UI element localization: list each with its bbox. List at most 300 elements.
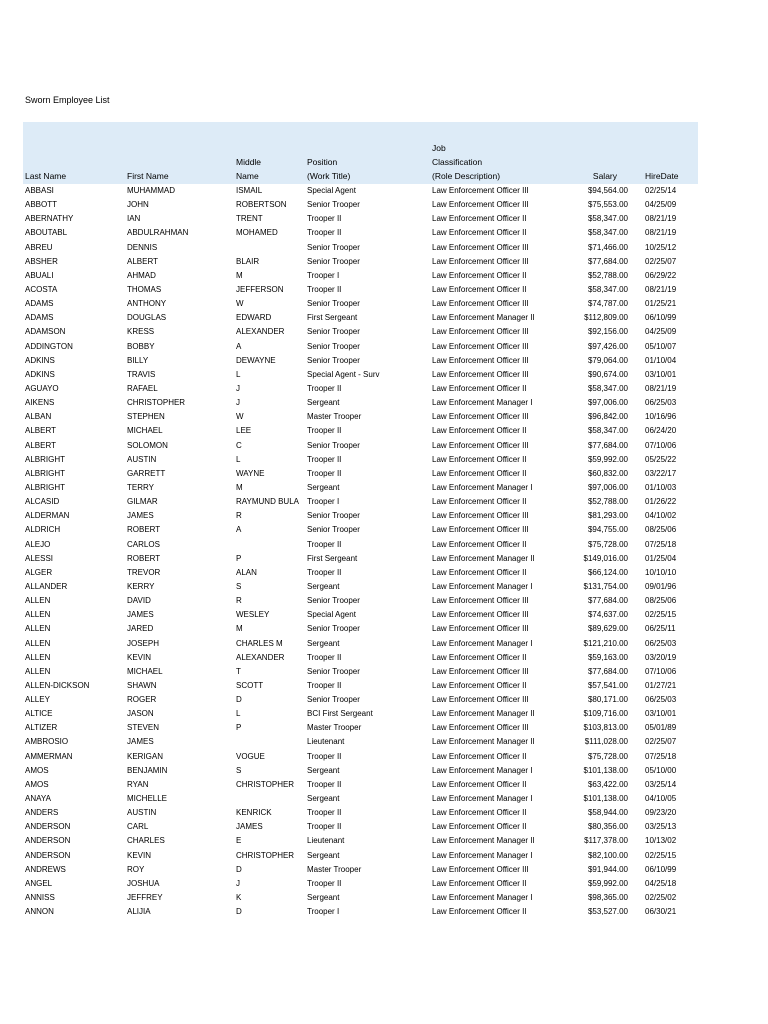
- header-first-name: First Name: [127, 171, 169, 181]
- table-body: [23, 184, 698, 919]
- cell-middle-name: CHRISTOPHER: [236, 779, 295, 789]
- table-row: [23, 651, 698, 665]
- cell-middle-name: K: [236, 893, 242, 903]
- cell-hire-date: 10/25/12: [645, 242, 677, 252]
- cell-middle-name: W: [236, 412, 244, 422]
- cell-salary: $109,716.00: [583, 709, 628, 719]
- table-row: [23, 622, 698, 636]
- table-row: [23, 424, 698, 438]
- cell-job-classification: Law Enforcement Officer III: [432, 327, 529, 337]
- cell-position: Senior Trooper: [307, 355, 360, 365]
- cell-position: Sergeant: [307, 581, 340, 591]
- cell-position: Master Trooper: [307, 864, 362, 874]
- cell-first-name: KERRY: [127, 581, 155, 591]
- table-row: [23, 523, 698, 537]
- cell-salary: $121,210.00: [583, 638, 628, 648]
- employee-table: [23, 122, 698, 919]
- cell-first-name: CARLOS: [127, 539, 160, 549]
- table-row: [23, 368, 698, 382]
- cell-salary: $59,163.00: [587, 652, 628, 662]
- cell-job-classification: Law Enforcement Manager I: [432, 765, 533, 775]
- cell-last-name: AMOS: [25, 779, 49, 789]
- cell-position: Trooper II: [307, 808, 342, 818]
- cell-hire-date: 08/21/19: [645, 214, 677, 224]
- cell-first-name: BOBBY: [127, 341, 155, 351]
- cell-position: Senior Trooper: [307, 525, 360, 535]
- cell-salary: $96,842.00: [587, 412, 628, 422]
- cell-middle-name: M: [236, 624, 243, 634]
- cell-position: Senior Trooper: [307, 624, 360, 634]
- cell-position: Trooper II: [307, 751, 342, 761]
- cell-first-name: JOSHUA: [127, 878, 160, 888]
- cell-last-name: ABOUTABL: [25, 228, 68, 238]
- table-row: [23, 820, 698, 834]
- cell-position: Trooper II: [307, 383, 342, 393]
- cell-hire-date: 04/25/09: [645, 200, 677, 210]
- cell-position: Master Trooper: [307, 412, 362, 422]
- cell-middle-name: J: [236, 398, 240, 408]
- cell-hire-date: 02/25/15: [645, 610, 677, 620]
- cell-salary: $77,684.00: [587, 666, 628, 676]
- cell-hire-date: 03/25/14: [645, 779, 677, 789]
- cell-middle-name: KENRICK: [236, 808, 272, 818]
- cell-job-classification: Law Enforcement Manager I: [432, 581, 533, 591]
- cell-middle-name: E: [236, 836, 242, 846]
- cell-middle-name: SCOTT: [236, 680, 264, 690]
- cell-position: Sergeant: [307, 893, 340, 903]
- table-row: [23, 877, 698, 891]
- table-row: [23, 467, 698, 481]
- cell-hire-date: 05/10/00: [645, 765, 677, 775]
- cell-job-classification: Law Enforcement Officer II: [432, 270, 527, 280]
- cell-middle-name: ALEXANDER: [236, 652, 285, 662]
- table-row: [23, 241, 698, 255]
- cell-position: Trooper II: [307, 284, 342, 294]
- cell-hire-date: 03/25/13: [645, 822, 677, 832]
- cell-salary: $97,006.00: [587, 482, 628, 492]
- cell-middle-name: MOHAMED: [236, 228, 278, 238]
- table-row: [23, 552, 698, 566]
- cell-last-name: AMBROSIO: [25, 737, 69, 747]
- cell-hire-date: 02/25/07: [645, 256, 677, 266]
- cell-hire-date: 03/20/19: [645, 652, 677, 662]
- cell-hire-date: 02/25/07: [645, 737, 677, 747]
- cell-last-name: ALEJO: [25, 539, 51, 549]
- table-row: [23, 849, 698, 863]
- cell-job-classification: Law Enforcement Officer II: [432, 539, 527, 549]
- cell-hire-date: 06/10/99: [645, 313, 677, 323]
- cell-job-classification: Law Enforcement Officer III: [432, 624, 529, 634]
- cell-middle-name: D: [236, 864, 242, 874]
- cell-first-name: JARED: [127, 624, 154, 634]
- cell-middle-name: ALEXANDER: [236, 327, 285, 337]
- cell-hire-date: 08/21/19: [645, 383, 677, 393]
- cell-salary: $80,171.00: [587, 695, 628, 705]
- cell-first-name: ANTHONY: [127, 299, 167, 309]
- table-row: [23, 764, 698, 778]
- cell-middle-name: L: [236, 709, 241, 719]
- table-row: [23, 679, 698, 693]
- cell-last-name: ALBRIGHT: [25, 468, 66, 478]
- cell-job-classification: Law Enforcement Officer III: [432, 369, 529, 379]
- cell-hire-date: 08/21/19: [645, 228, 677, 238]
- cell-hire-date: 01/10/04: [645, 355, 677, 365]
- cell-middle-name: WESLEY: [236, 610, 270, 620]
- cell-hire-date: 08/25/06: [645, 525, 677, 535]
- cell-salary: $74,637.00: [587, 610, 628, 620]
- cell-position: BCI First Sergeant: [307, 709, 373, 719]
- cell-position: Senior Trooper: [307, 596, 360, 606]
- cell-middle-name: M: [236, 482, 243, 492]
- table-row: [23, 354, 698, 368]
- cell-hire-date: 07/10/06: [645, 666, 677, 676]
- header-last-name: Last Name: [25, 171, 67, 181]
- cell-first-name: RYAN: [127, 779, 149, 789]
- cell-position: Trooper II: [307, 214, 342, 224]
- cell-hire-date: 09/23/20: [645, 808, 677, 818]
- cell-salary: $91,944.00: [587, 864, 628, 874]
- cell-position: Trooper II: [307, 878, 342, 888]
- cell-first-name: TERRY: [127, 482, 154, 492]
- cell-first-name: KERIGAN: [127, 751, 164, 761]
- cell-position: Special Agent - Surv: [307, 369, 380, 379]
- cell-last-name: ALTICE: [25, 709, 53, 719]
- cell-job-classification: Law Enforcement Officer III: [432, 666, 529, 676]
- cell-position: Master Trooper: [307, 723, 362, 733]
- cell-position: Trooper II: [307, 468, 342, 478]
- table-row: [23, 453, 698, 467]
- cell-last-name: ALBRIGHT: [25, 454, 66, 464]
- cell-hire-date: 10/10/10: [645, 567, 677, 577]
- table-row: [23, 509, 698, 523]
- cell-job-classification: Law Enforcement Manager II: [432, 709, 535, 719]
- table-row: [23, 891, 698, 905]
- cell-job-classification: Law Enforcement Officer III: [432, 355, 529, 365]
- cell-job-classification: Law Enforcement Manager II: [432, 737, 535, 747]
- cell-middle-name: W: [236, 299, 244, 309]
- cell-last-name: ANGEL: [25, 878, 53, 888]
- cell-middle-name: BLAIR: [236, 256, 260, 266]
- cell-middle-name: ROBERTSON: [236, 200, 287, 210]
- cell-position: Trooper II: [307, 779, 342, 789]
- cell-first-name: DENNIS: [127, 242, 158, 252]
- cell-first-name: GILMAR: [127, 497, 158, 507]
- cell-position: Senior Trooper: [307, 327, 360, 337]
- cell-salary: $75,728.00: [587, 751, 628, 761]
- cell-position: Senior Trooper: [307, 341, 360, 351]
- cell-last-name: AIKENS: [25, 398, 55, 408]
- cell-last-name: ALLEY: [25, 695, 50, 705]
- cell-middle-name: D: [236, 907, 242, 917]
- cell-middle-name: J: [236, 383, 240, 393]
- cell-job-classification: Law Enforcement Officer III: [432, 242, 529, 252]
- table-row: [23, 255, 698, 269]
- cell-job-classification: Law Enforcement Officer II: [432, 383, 527, 393]
- cell-hire-date: 10/13/02: [645, 836, 677, 846]
- cell-first-name: CHRISTOPHER: [127, 398, 186, 408]
- cell-hire-date: 07/25/18: [645, 539, 677, 549]
- cell-middle-name: T: [236, 666, 241, 676]
- cell-hire-date: 03/10/01: [645, 369, 677, 379]
- table-row: [23, 566, 698, 580]
- cell-salary: $53,527.00: [587, 907, 628, 917]
- cell-middle-name: EDWARD: [236, 313, 272, 323]
- cell-last-name: ALLANDER: [25, 581, 68, 591]
- cell-job-classification: Law Enforcement Officer III: [432, 525, 529, 535]
- cell-job-classification: Law Enforcement Officer III: [432, 723, 529, 733]
- cell-middle-name: C: [236, 440, 242, 450]
- cell-position: Senior Trooper: [307, 440, 360, 450]
- cell-first-name: AUSTIN: [127, 808, 157, 818]
- cell-position: Trooper II: [307, 567, 342, 577]
- cell-salary: $103,813.00: [583, 723, 628, 733]
- cell-position: Trooper II: [307, 539, 342, 549]
- cell-middle-name: S: [236, 581, 242, 591]
- cell-first-name: MICHAEL: [127, 666, 163, 676]
- cell-middle-name: LEE: [236, 426, 252, 436]
- cell-last-name: ALDERMAN: [25, 511, 70, 521]
- cell-first-name: DOUGLAS: [127, 313, 167, 323]
- cell-salary: $82,100.00: [587, 850, 628, 860]
- table-row: [23, 806, 698, 820]
- cell-hire-date: 06/29/22: [645, 270, 677, 280]
- cell-hire-date: 08/25/06: [645, 596, 677, 606]
- cell-job-classification: Law Enforcement Officer III: [432, 864, 529, 874]
- cell-job-classification: Law Enforcement Officer II: [432, 680, 527, 690]
- table-row: [23, 834, 698, 848]
- cell-first-name: ALIJIA: [127, 907, 151, 917]
- cell-salary: $52,788.00: [587, 270, 628, 280]
- cell-job-classification: Law Enforcement Officer II: [432, 426, 527, 436]
- table-row: [23, 269, 698, 283]
- cell-job-classification: Law Enforcement Officer III: [432, 256, 529, 266]
- cell-last-name: ANNON: [25, 907, 54, 917]
- table-row: [23, 665, 698, 679]
- header-middle-name: Middle Name: [236, 157, 262, 181]
- cell-job-classification: Law Enforcement Officer II: [432, 808, 527, 818]
- cell-first-name: JAMES: [127, 610, 154, 620]
- cell-middle-name: L: [236, 454, 241, 464]
- cell-hire-date: 05/01/89: [645, 723, 677, 733]
- cell-salary: $52,788.00: [587, 497, 628, 507]
- cell-hire-date: 03/22/17: [645, 468, 677, 478]
- cell-middle-name: J: [236, 878, 240, 888]
- cell-position: Senior Trooper: [307, 299, 360, 309]
- cell-hire-date: 08/21/19: [645, 284, 677, 294]
- cell-last-name: ALTIZER: [25, 723, 58, 733]
- cell-hire-date: 02/25/02: [645, 893, 677, 903]
- cell-middle-name: P: [236, 553, 242, 563]
- cell-middle-name: JEFFERSON: [236, 284, 284, 294]
- cell-middle-name: A: [236, 525, 242, 535]
- table-row: [23, 538, 698, 552]
- cell-hire-date: 01/10/03: [645, 482, 677, 492]
- cell-position: Senior Trooper: [307, 256, 360, 266]
- cell-last-name: ABERNATHY: [25, 214, 74, 224]
- table-row: [23, 495, 698, 509]
- cell-hire-date: 06/25/03: [645, 638, 677, 648]
- cell-first-name: JEFFREY: [127, 893, 163, 903]
- cell-last-name: ANDERS: [25, 808, 59, 818]
- cell-hire-date: 07/25/18: [645, 751, 677, 761]
- cell-hire-date: 01/25/04: [645, 553, 677, 563]
- cell-hire-date: 05/25/22: [645, 454, 677, 464]
- cell-job-classification: Law Enforcement Officer III: [432, 412, 529, 422]
- cell-first-name: IAN: [127, 214, 141, 224]
- cell-salary: $59,992.00: [587, 454, 628, 464]
- header-hire-date: HireDate: [645, 171, 679, 181]
- cell-hire-date: 02/25/15: [645, 850, 677, 860]
- cell-position: Senior Trooper: [307, 666, 360, 676]
- cell-position: Trooper I: [307, 270, 340, 280]
- cell-position: Senior Trooper: [307, 242, 360, 252]
- cell-job-classification: Law Enforcement Manager II: [432, 313, 535, 323]
- cell-last-name: ADDINGTON: [25, 341, 73, 351]
- table-row: [23, 410, 698, 424]
- table-row: [23, 905, 698, 919]
- table-row: [23, 382, 698, 396]
- cell-salary: $58,347.00: [587, 228, 628, 238]
- cell-middle-name: ALAN: [236, 567, 257, 577]
- cell-hire-date: 05/10/07: [645, 341, 677, 351]
- cell-salary: $90,674.00: [587, 369, 628, 379]
- cell-middle-name: L: [236, 369, 241, 379]
- cell-position: Sergeant: [307, 850, 340, 860]
- cell-job-classification: Law Enforcement Officer II: [432, 751, 527, 761]
- table-row: [23, 580, 698, 594]
- cell-middle-name: ISMAIL: [236, 186, 263, 195]
- cell-job-classification: Law Enforcement Manager I: [432, 638, 533, 648]
- cell-position: Trooper II: [307, 652, 342, 662]
- cell-middle-name: WAYNE: [236, 468, 265, 478]
- cell-salary: $57,541.00: [587, 680, 628, 690]
- cell-last-name: ALBERT: [25, 440, 56, 450]
- cell-middle-name: JAMES: [236, 822, 263, 832]
- cell-salary: $58,347.00: [587, 214, 628, 224]
- cell-hire-date: 04/25/09: [645, 327, 677, 337]
- cell-salary: $63,422.00: [587, 779, 628, 789]
- cell-first-name: THOMAS: [127, 284, 162, 294]
- cell-first-name: KRESS: [127, 327, 155, 337]
- cell-last-name: AMOS: [25, 765, 49, 775]
- cell-position: Trooper II: [307, 426, 342, 436]
- cell-job-classification: Law Enforcement Officer II: [432, 907, 527, 917]
- cell-middle-name: S: [236, 765, 242, 775]
- cell-last-name: ALDRICH: [25, 525, 61, 535]
- cell-last-name: ALCASID: [25, 497, 60, 507]
- cell-position: First Sergeant: [307, 313, 358, 323]
- cell-last-name: ADAMS: [25, 299, 54, 309]
- cell-salary: $89,629.00: [587, 624, 628, 634]
- cell-job-classification: Law Enforcement Officer II: [432, 454, 527, 464]
- cell-salary: $58,347.00: [587, 426, 628, 436]
- table-row: [23, 863, 698, 877]
- cell-first-name: RAFAEL: [127, 383, 158, 393]
- cell-salary: $60,832.00: [587, 468, 628, 478]
- cell-salary: $101,138.00: [583, 765, 628, 775]
- cell-hire-date: 06/10/99: [645, 864, 677, 874]
- cell-job-classification: Law Enforcement Officer II: [432, 567, 527, 577]
- document-title: Sworn Employee List: [25, 95, 110, 105]
- cell-first-name: DAVID: [127, 596, 151, 606]
- cell-job-classification: Law Enforcement Officer II: [432, 284, 527, 294]
- cell-first-name: JAMES: [127, 737, 154, 747]
- cell-hire-date: 09/01/96: [645, 581, 677, 591]
- cell-salary: $149,016.00: [583, 553, 628, 563]
- cell-salary: $75,553.00: [587, 200, 628, 210]
- cell-job-classification: Law Enforcement Manager I: [432, 893, 533, 903]
- table-row: [23, 283, 698, 297]
- table-row: [23, 707, 698, 721]
- cell-hire-date: 10/16/96: [645, 412, 677, 422]
- cell-last-name: ADAMSON: [25, 327, 66, 337]
- cell-salary: $81,293.00: [587, 511, 628, 521]
- cell-job-classification: Law Enforcement Officer II: [432, 779, 527, 789]
- cell-last-name: ALLEN: [25, 652, 51, 662]
- cell-job-classification: Law Enforcement Manager II: [432, 553, 535, 563]
- cell-job-classification: Law Enforcement Officer II: [432, 497, 527, 507]
- cell-last-name: ANDREWS: [25, 864, 66, 874]
- cell-last-name: AGUAYO: [25, 383, 59, 393]
- cell-salary: $111,028.00: [584, 737, 628, 747]
- cell-first-name: ROGER: [127, 695, 157, 705]
- cell-hire-date: 04/10/05: [645, 794, 677, 804]
- cell-salary: $101,138.00: [583, 794, 628, 804]
- cell-salary: $98,365.00: [587, 893, 628, 903]
- table-row: [23, 792, 698, 806]
- cell-first-name: TREVOR: [127, 567, 161, 577]
- cell-position: Lieutenant: [307, 836, 345, 846]
- cell-last-name: ANNISS: [25, 893, 55, 903]
- cell-last-name: ALBRIGHT: [25, 482, 66, 492]
- cell-hire-date: 04/10/02: [645, 511, 677, 521]
- cell-middle-name: R: [236, 511, 242, 521]
- cell-middle-name: RAYMUND BULA: [236, 497, 299, 507]
- table-row: [23, 608, 698, 622]
- cell-job-classification: Law Enforcement Officer III: [432, 299, 529, 309]
- cell-middle-name: DEWAYNE: [236, 355, 276, 365]
- cell-first-name: BENJAMIN: [127, 765, 168, 775]
- cell-last-name: ALLEN: [25, 666, 51, 676]
- cell-last-name: ANDERSON: [25, 850, 71, 860]
- cell-position: Trooper I: [307, 497, 340, 507]
- cell-last-name: ANAYA: [25, 794, 51, 804]
- cell-salary: $58,944.00: [587, 808, 628, 818]
- table-row: [23, 594, 698, 608]
- cell-salary: $117,378.00: [584, 836, 628, 846]
- cell-first-name: KEVIN: [127, 652, 152, 662]
- header-position: Position (Work Title): [307, 157, 351, 181]
- cell-job-classification: Law Enforcement Officer II: [432, 468, 527, 478]
- table-row: [23, 693, 698, 707]
- header-salary: Salary: [592, 171, 617, 181]
- cell-salary: $94,564.00: [587, 186, 628, 195]
- table-row: [23, 396, 698, 410]
- cell-position: Trooper I: [307, 907, 340, 917]
- cell-last-name: ABREU: [25, 242, 53, 252]
- cell-position: Sergeant: [307, 398, 340, 408]
- cell-salary: $75,728.00: [587, 539, 628, 549]
- cell-first-name: ROY: [127, 864, 145, 874]
- cell-first-name: BILLY: [127, 355, 149, 365]
- cell-position: Lieutenant: [307, 737, 345, 747]
- cell-middle-name: D: [236, 695, 242, 705]
- cell-first-name: AUSTIN: [127, 454, 157, 464]
- cell-middle-name: VOGUE: [236, 751, 265, 761]
- cell-last-name: ALLEN: [25, 624, 51, 634]
- table-header: [23, 122, 698, 184]
- cell-job-classification: Law Enforcement Officer III: [432, 695, 529, 705]
